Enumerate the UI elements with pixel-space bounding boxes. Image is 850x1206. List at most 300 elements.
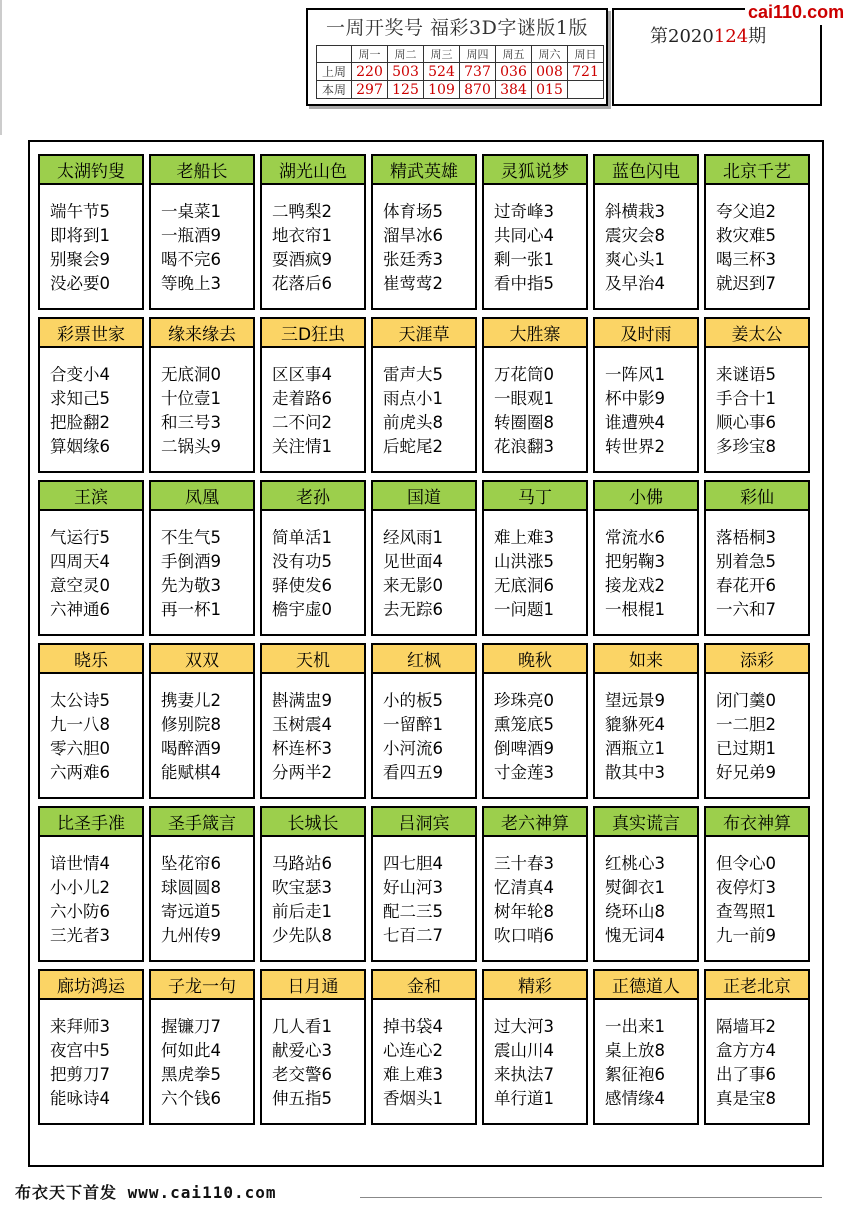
result-number: 297 [352, 81, 388, 99]
card-title: 子龙一句 [151, 971, 253, 1000]
riddle-line: 花落后6 [272, 274, 332, 293]
riddle-line: 耍酒疯9 [272, 250, 332, 269]
card-title: 真实谎言 [595, 808, 697, 837]
riddle-line: 查驾照1 [716, 902, 776, 921]
card-body [484, 511, 586, 622]
riddle-line: 六小防6 [50, 902, 110, 921]
riddle-line: 过奇峰3 [494, 202, 554, 221]
card-body [151, 348, 253, 459]
riddle-card [593, 317, 699, 473]
card-title: 北京千艺 [706, 156, 808, 185]
riddle-line: 分两半2 [272, 763, 332, 782]
riddle-line: 能赋棋4 [161, 763, 221, 782]
riddle-card [704, 806, 810, 962]
riddle-line: 单行道1 [494, 1089, 554, 1108]
riddle-line: 散其中3 [605, 763, 665, 782]
card-title: 小佛 [595, 482, 697, 511]
riddle-line: 一六和7 [716, 600, 776, 619]
riddle-line: 夜停灯3 [716, 878, 776, 897]
result-number: 008 [532, 63, 568, 81]
day-header: 周五 [496, 46, 532, 63]
riddle-card [371, 806, 477, 962]
riddle-card [149, 317, 255, 473]
card-body [373, 837, 475, 948]
riddle-line: 二不问2 [272, 413, 332, 432]
riddle-line: 无底洞6 [494, 576, 554, 595]
riddle-line: 雷声大5 [383, 365, 443, 384]
riddle-line: 去无踪6 [383, 600, 443, 619]
riddle-line: 震山川4 [494, 1041, 554, 1060]
riddle-line: 前后走1 [272, 902, 332, 921]
result-number: 503 [388, 63, 424, 81]
riddle-line: 一根棍1 [605, 600, 665, 619]
riddle-card [704, 969, 810, 1125]
card-title: 马丁 [484, 482, 586, 511]
riddle-line: 气运行5 [50, 528, 110, 547]
riddle-line: 张廷秀3 [383, 250, 443, 269]
card-body [595, 511, 697, 622]
riddle-line: 一问题1 [494, 600, 554, 619]
riddle-line: 寸金莲3 [494, 763, 554, 782]
riddle-line: 接龙戏2 [605, 576, 665, 595]
riddle-line: 喝三杯3 [716, 250, 776, 269]
riddle-line: 七百二7 [383, 926, 443, 945]
riddle-line: 好山河3 [383, 878, 443, 897]
riddle-line: 简单活1 [272, 528, 332, 547]
riddle-line: 求知己5 [50, 389, 110, 408]
card-row [38, 480, 815, 636]
card-body [262, 1000, 364, 1111]
panel-title: 一周开奖号 福彩3D字谜版1版 [326, 17, 588, 39]
riddle-line: 小的板5 [383, 691, 443, 710]
riddle-line: 喝醉酒9 [161, 739, 221, 758]
card-title: 天机 [262, 645, 364, 674]
riddle-line: 溜旱冰6 [383, 226, 443, 245]
riddle-line: 一留醉1 [383, 715, 443, 734]
card-body [373, 511, 475, 622]
riddle-line: 好兄弟9 [716, 763, 776, 782]
riddle-line: 闭门羹0 [716, 691, 776, 710]
riddle-line: 等晚上3 [161, 274, 221, 293]
riddle-line: 但令心0 [716, 854, 776, 873]
weekly-results-panel [306, 8, 608, 106]
riddle-line: 地衣帘1 [272, 226, 332, 245]
day-header: 周二 [388, 46, 424, 63]
riddle-line: 坠花帘6 [161, 854, 221, 873]
riddle-card [38, 317, 144, 473]
card-title: 湖光山色 [262, 156, 364, 185]
riddle-line: 出了事6 [716, 1065, 776, 1084]
riddle-line: 二锅头9 [161, 437, 221, 456]
card-title: 老孙 [262, 482, 364, 511]
riddle-line: 熨御衣1 [605, 878, 665, 897]
site-logo: cai110.com [745, 0, 847, 25]
card-body [595, 674, 697, 785]
card-body [40, 185, 142, 296]
riddle-line: 携妻儿2 [161, 691, 221, 710]
riddle-line: 香烟头1 [383, 1089, 443, 1108]
issue-label [650, 22, 766, 48]
riddle-line: 能咏诗4 [50, 1089, 110, 1108]
riddle-line: 六个钱6 [161, 1089, 221, 1108]
card-title: 三D狂虫 [262, 319, 364, 348]
result-number: 015 [532, 81, 568, 99]
riddle-line: 小河流6 [383, 739, 443, 758]
card-body [373, 185, 475, 296]
riddle-line: 杯中影9 [605, 389, 665, 408]
riddle-line: 别聚会9 [50, 250, 110, 269]
result-number: 870 [460, 81, 496, 99]
riddle-card [482, 154, 588, 310]
riddle-line: 来执法7 [494, 1065, 554, 1084]
card-body [40, 837, 142, 948]
riddle-line: 珍珠亮0 [494, 691, 554, 710]
riddle-line: 九一前9 [716, 926, 776, 945]
riddle-line: 万花筒0 [494, 365, 554, 384]
riddle-line: 谁遭殃4 [605, 413, 665, 432]
card-body [595, 348, 697, 459]
card-title: 晓乐 [40, 645, 142, 674]
card-body [262, 674, 364, 785]
riddle-line: 红桃心3 [605, 854, 665, 873]
riddle-line: 先为敬3 [161, 576, 221, 595]
card-title: 王滨 [40, 482, 142, 511]
card-row [38, 969, 815, 1125]
riddle-line: 和三号3 [161, 413, 221, 432]
riddle-line: 前虎头8 [383, 413, 443, 432]
card-title: 红枫 [373, 645, 475, 674]
riddle-line: 爽心头1 [605, 250, 665, 269]
riddle-line: 共同心4 [494, 226, 554, 245]
card-row [38, 317, 815, 473]
card-body [151, 674, 253, 785]
riddle-line: 落梧桐3 [716, 528, 776, 547]
riddle-card [482, 480, 588, 636]
card-body [151, 511, 253, 622]
riddle-line: 三十春3 [494, 854, 554, 873]
riddle-card [260, 154, 366, 310]
riddle-card [482, 806, 588, 962]
issue-suffix: 期 [748, 26, 767, 47]
riddle-line: 桌上放8 [605, 1041, 665, 1060]
riddle-line: 花浪翻3 [494, 437, 554, 456]
riddle-card [260, 480, 366, 636]
riddle-card [149, 480, 255, 636]
riddle-line: 喝不完6 [161, 250, 221, 269]
riddle-line: 转世界2 [605, 437, 665, 456]
card-title: 老六神算 [484, 808, 586, 837]
card-title: 精武英雄 [373, 156, 475, 185]
riddle-line: 看中指5 [494, 274, 554, 293]
card-body [151, 837, 253, 948]
riddle-line: 夜宫中5 [50, 1041, 110, 1060]
card-body [40, 511, 142, 622]
card-title: 金和 [373, 971, 475, 1000]
riddle-line: 几人看1 [272, 1017, 332, 1036]
riddle-line: 山洪涨5 [494, 552, 554, 571]
riddle-line: 再一杯1 [161, 600, 221, 619]
riddle-line: 小小儿2 [50, 878, 110, 897]
card-body [706, 674, 808, 785]
card-body [262, 185, 364, 296]
riddle-line: 杯连杯3 [272, 739, 332, 758]
day-header: 周六 [532, 46, 568, 63]
riddle-line: 四周天4 [50, 552, 110, 571]
riddle-line: 感情缘4 [605, 1089, 665, 1108]
riddle-card [593, 969, 699, 1125]
riddle-card [593, 480, 699, 636]
card-title: 彩票世家 [40, 319, 142, 348]
weekly-results-table [316, 45, 604, 99]
riddle-card [482, 643, 588, 799]
riddle-line: 来拜师3 [50, 1017, 110, 1036]
riddle-line: 黑虎拳5 [161, 1065, 221, 1084]
riddle-line: 端午节5 [50, 202, 110, 221]
card-body [706, 185, 808, 296]
riddle-line: 一阵风1 [605, 365, 665, 384]
result-number: 036 [496, 63, 532, 81]
riddle-card [704, 317, 810, 473]
corner-cell [317, 46, 352, 63]
card-title: 吕洞宾 [373, 808, 475, 837]
riddle-line: 玉树震4 [272, 715, 332, 734]
riddle-line: 檐宇虚0 [272, 600, 332, 619]
riddle-card [593, 643, 699, 799]
riddle-line: 愧无词4 [605, 926, 665, 945]
riddle-line: 忆清真4 [494, 878, 554, 897]
card-body [40, 674, 142, 785]
riddle-line: 献爱心3 [272, 1041, 332, 1060]
riddle-card [371, 480, 477, 636]
result-number: 384 [496, 81, 532, 99]
riddle-line: 寄远道5 [161, 902, 221, 921]
card-body [484, 837, 586, 948]
riddle-line: 剩一张1 [494, 250, 554, 269]
result-number: 109 [424, 81, 460, 99]
riddle-line: 一二胆2 [716, 715, 776, 734]
riddle-card [593, 154, 699, 310]
card-title: 大胜寨 [484, 319, 586, 348]
riddle-line: 把剪刀7 [50, 1065, 110, 1084]
riddle-line: 二鸭梨2 [272, 202, 332, 221]
result-number: 721 [568, 63, 604, 81]
riddle-line: 来谜语5 [716, 365, 776, 384]
riddle-card [704, 643, 810, 799]
row-label: 上周 [317, 63, 352, 81]
riddle-line: 盒方方4 [716, 1041, 776, 1060]
riddle-line: 零六胆0 [50, 739, 110, 758]
result-number: 220 [352, 63, 388, 81]
riddle-line: 看四五9 [383, 763, 443, 782]
card-title: 日月通 [262, 971, 364, 1000]
days-row [317, 46, 604, 63]
riddle-line: 一瓶酒9 [161, 226, 221, 245]
riddle-line: 夸父追2 [716, 202, 776, 221]
riddle-card [260, 806, 366, 962]
card-body [484, 348, 586, 459]
riddle-line: 何如此4 [161, 1041, 221, 1060]
riddle-line: 已过期1 [716, 739, 776, 758]
day-header: 周日 [568, 46, 604, 63]
riddle-line: 熏笼底5 [494, 715, 554, 734]
riddle-line: 多珍宝8 [716, 437, 776, 456]
riddle-line: 六神通6 [50, 600, 110, 619]
riddle-line: 雨点小1 [383, 389, 443, 408]
footer-divider [360, 1197, 822, 1198]
riddle-card [593, 806, 699, 962]
riddle-line: 及早治4 [605, 274, 665, 293]
riddle-line: 马路站6 [272, 854, 332, 873]
riddle-card [260, 317, 366, 473]
card-body [373, 1000, 475, 1111]
riddle-line: 斟满盅9 [272, 691, 332, 710]
riddle-line: 一桌菜1 [161, 202, 221, 221]
card-body [40, 348, 142, 459]
riddle-line: 难上难3 [383, 1065, 443, 1084]
card-body [595, 837, 697, 948]
riddle-line: 转圈圈8 [494, 413, 554, 432]
riddle-card [371, 643, 477, 799]
riddle-card [704, 154, 810, 310]
riddle-line: 老交警6 [272, 1065, 332, 1084]
riddle-card [149, 969, 255, 1125]
riddle-card [38, 806, 144, 962]
riddle-line: 后蛇尾2 [383, 437, 443, 456]
riddle-line: 一出来1 [605, 1017, 665, 1036]
riddle-line: 伸五指5 [272, 1089, 332, 1108]
riddle-line: 手倒酒9 [161, 552, 221, 571]
card-title: 姜太公 [706, 319, 808, 348]
riddle-line: 树年轮8 [494, 902, 554, 921]
card-body [484, 1000, 586, 1111]
day-header: 周一 [352, 46, 388, 63]
left-edge-line [0, 0, 2, 135]
this-week-row [317, 81, 604, 99]
card-body [151, 185, 253, 296]
riddle-line: 顺心事6 [716, 413, 776, 432]
card-row [38, 643, 815, 799]
riddle-line: 配二三5 [383, 902, 443, 921]
card-body [706, 837, 808, 948]
riddle-line: 体育场5 [383, 202, 443, 221]
card-title: 太湖钓叟 [40, 156, 142, 185]
card-row [38, 806, 815, 962]
riddle-line: 见世面4 [383, 552, 443, 571]
riddle-line: 救灾难5 [716, 226, 776, 245]
riddle-line: 崔莺莺2 [383, 274, 443, 293]
card-body [373, 348, 475, 459]
riddle-card [371, 317, 477, 473]
card-body [373, 674, 475, 785]
riddle-line: 过大河3 [494, 1017, 554, 1036]
riddle-line: 球圆圆8 [161, 878, 221, 897]
riddle-card [149, 643, 255, 799]
day-header: 周四 [460, 46, 496, 63]
riddle-line: 关注情1 [272, 437, 332, 456]
riddle-line: 少先队8 [272, 926, 332, 945]
riddle-line: 春花开6 [716, 576, 776, 595]
riddle-line: 谙世情4 [50, 854, 110, 873]
card-body [595, 185, 697, 296]
issue-number: 124 [713, 26, 749, 47]
riddle-line: 别着急5 [716, 552, 776, 571]
riddle-line: 握镰刀7 [161, 1017, 221, 1036]
card-body [262, 348, 364, 459]
card-body [262, 511, 364, 622]
riddle-line: 隔墙耳2 [716, 1017, 776, 1036]
riddle-line: 倒啤酒9 [494, 739, 554, 758]
riddle-line: 驿使发6 [272, 576, 332, 595]
riddle-line: 望远景9 [605, 691, 665, 710]
last-week-row [317, 63, 604, 81]
riddle-line: 絮征袍6 [605, 1065, 665, 1084]
result-number [568, 81, 604, 99]
riddle-card [38, 480, 144, 636]
riddle-line: 九一八8 [50, 715, 110, 734]
riddle-line: 六两难6 [50, 763, 110, 782]
riddle-line: 意空灵0 [50, 576, 110, 595]
riddle-card [260, 969, 366, 1125]
card-title: 圣手箴言 [151, 808, 253, 837]
footer-credit: 布衣天下首发 www.cai110.com [15, 1183, 277, 1202]
riddle-line: 手合十1 [716, 389, 776, 408]
card-title: 廊坊鸿运 [40, 971, 142, 1000]
card-title: 灵狐说梦 [484, 156, 586, 185]
card-title: 精彩 [484, 971, 586, 1000]
riddle-line: 一眼观1 [494, 389, 554, 408]
card-title: 凤凰 [151, 482, 253, 511]
riddle-line: 无底洞0 [161, 365, 221, 384]
riddle-line: 吹口哨6 [494, 926, 554, 945]
riddle-line: 掉书袋4 [383, 1017, 443, 1036]
card-title: 正老北京 [706, 971, 808, 1000]
riddle-line: 心连心2 [383, 1041, 443, 1060]
riddle-line: 合变小4 [50, 365, 110, 384]
riddle-line: 酒瓶立1 [605, 739, 665, 758]
riddle-card [482, 969, 588, 1125]
riddle-line: 算姻缘6 [50, 437, 110, 456]
riddle-line: 真是宝8 [716, 1089, 776, 1108]
result-number: 524 [424, 63, 460, 81]
riddle-line: 斜横栽3 [605, 202, 665, 221]
card-title: 双双 [151, 645, 253, 674]
result-number: 125 [388, 81, 424, 99]
riddle-line: 没有功5 [272, 552, 332, 571]
card-title: 添彩 [706, 645, 808, 674]
riddle-line: 不生气5 [161, 528, 221, 547]
riddle-card [149, 154, 255, 310]
card-body [484, 674, 586, 785]
card-title: 如来 [595, 645, 697, 674]
row-label: 本周 [317, 81, 352, 99]
riddle-line: 震灾会8 [605, 226, 665, 245]
riddle-line: 九州传9 [161, 926, 221, 945]
riddle-card [371, 154, 477, 310]
riddle-line: 把脸翻2 [50, 413, 110, 432]
riddle-card [38, 154, 144, 310]
riddle-card [38, 969, 144, 1125]
card-row [38, 154, 815, 310]
card-body [706, 511, 808, 622]
riddle-line: 来无影0 [383, 576, 443, 595]
card-body [262, 837, 364, 948]
riddle-line: 即将到1 [50, 226, 110, 245]
riddle-line: 四七胆4 [383, 854, 443, 873]
card-title: 蓝色闪电 [595, 156, 697, 185]
riddle-line: 就迟到7 [716, 274, 776, 293]
riddle-line: 难上难3 [494, 528, 554, 547]
card-title: 及时雨 [595, 319, 697, 348]
